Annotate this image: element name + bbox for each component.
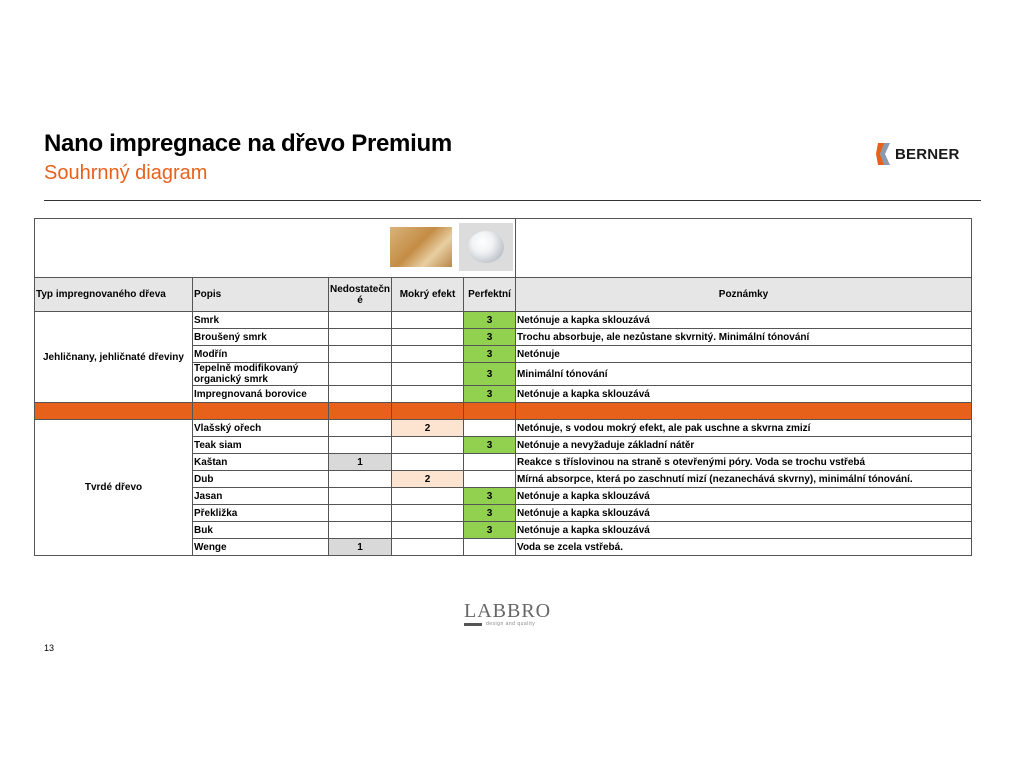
perfektni-cell <box>464 539 516 556</box>
popis-cell: Broušený smrk <box>193 329 329 346</box>
nedostatecne-cell <box>329 505 392 522</box>
separator-cell <box>464 403 516 420</box>
page-subtitle: Souhrnný diagram <box>44 162 208 184</box>
perfektni-cell: 3 <box>464 505 516 522</box>
nedostatecne-cell <box>329 471 392 488</box>
popis-cell: Vlašský ořech <box>193 420 329 437</box>
col-header-typ: Typ impregnovaného dřeva <box>35 278 193 312</box>
popis-cell: Tepelně modifikovaný organický smrk <box>193 363 329 386</box>
popis-cell: Impregnovaná borovice <box>193 386 329 403</box>
poznamky-cell: Netónuje a kapka sklouzává <box>516 312 972 329</box>
nedostatecne-cell: 1 <box>329 454 392 471</box>
poznamky-cell: Reakce s tříslovinou na straně s otevřenými póry. Voda se trochu vstřebá <box>516 454 972 471</box>
table-header <box>35 278 972 312</box>
separator-cell <box>392 403 464 420</box>
separator-cell <box>193 403 329 420</box>
berner-logo-text: BERNER <box>895 145 960 163</box>
mokry-efekt-cell <box>392 522 464 539</box>
poznamky-cell: Trochu absorbuje, ale nezůstane skvrnitý. Minimální tónování <box>516 329 972 346</box>
category-cell: Tvrdé dřevo <box>35 420 193 556</box>
category-cell: Jehličnany, jehličnaté dřeviny <box>35 312 193 403</box>
header-divider <box>44 200 981 201</box>
separator-cell <box>35 403 193 420</box>
labbro-logo-bar <box>464 623 482 626</box>
popis-cell: Smrk <box>193 312 329 329</box>
image-cell <box>35 219 516 278</box>
image-row-empty-cell <box>516 219 972 278</box>
nedostatecne-cell <box>329 346 392 363</box>
perfektni-cell <box>464 420 516 437</box>
popis-cell: Teak siam <box>193 437 329 454</box>
perfektni-cell: 3 <box>464 363 516 386</box>
nedostatecne-cell <box>329 420 392 437</box>
popis-cell: Překližka <box>193 505 329 522</box>
mokry-efekt-cell <box>392 386 464 403</box>
nedostatecne-cell <box>329 312 392 329</box>
poznamky-cell: Netónuje a kapka sklouzává <box>516 505 972 522</box>
separator-cell <box>329 403 392 420</box>
nedostatecne-cell <box>329 437 392 454</box>
mokry-efekt-cell <box>392 363 464 386</box>
nedostatecne-cell <box>329 329 392 346</box>
page-title: Nano impregnace na dřevo Premium <box>44 130 452 157</box>
col-header-nedostatecne: Nedostatečn é <box>329 278 392 312</box>
poznamky-cell: Voda se zcela vstřebá. <box>516 539 972 556</box>
mokry-efekt-cell: 2 <box>392 471 464 488</box>
labbro-logo-subtitle: design and quality <box>486 621 536 627</box>
perfektni-cell: 3 <box>464 386 516 403</box>
perfektni-cell: 3 <box>464 488 516 505</box>
mokry-efekt-cell <box>392 488 464 505</box>
popis-cell: Kaštan <box>193 454 329 471</box>
popis-cell: Modřín <box>193 346 329 363</box>
perfektni-cell <box>464 471 516 488</box>
summary-table <box>34 218 972 556</box>
nedostatecne-cell <box>329 363 392 386</box>
mokry-efekt-cell <box>392 539 464 556</box>
popis-cell: Buk <box>193 522 329 539</box>
col-header-popis: Popis <box>193 278 329 312</box>
col-header-mokry-efekt: Mokrý efekt <box>392 278 464 312</box>
popis-cell: Jasan <box>193 488 329 505</box>
poznamky-cell: Netónuje, s vodou mokrý efekt, ale pak uschne a skvrna zmizí <box>516 420 972 437</box>
perfektni-cell: 3 <box>464 522 516 539</box>
poznamky-cell: Netónuje a kapka sklouzává <box>516 386 972 403</box>
nedostatecne-cell <box>329 488 392 505</box>
poznamky-cell: Netónuje a kapka sklouzává <box>516 488 972 505</box>
separator-cell <box>516 403 972 420</box>
wood-absorption-photo <box>390 227 452 267</box>
popis-cell: Dub <box>193 471 329 488</box>
col-header-poznamky: Poznámky <box>516 278 972 312</box>
labbro-logo: LABBRO <box>464 600 552 622</box>
perfektni-cell <box>464 454 516 471</box>
berner-logo-icon <box>876 142 892 166</box>
berner-logo <box>876 142 960 166</box>
popis-cell: Wenge <box>193 539 329 556</box>
poznamky-cell: Netónuje a nevyžaduje základní nátěr <box>516 437 972 454</box>
col-header-perfektni: Perfektní <box>464 278 516 312</box>
nedostatecne-cell <box>329 386 392 403</box>
perfektni-cell: 3 <box>464 346 516 363</box>
mokry-efekt-cell <box>392 505 464 522</box>
nedostatecne-cell: 1 <box>329 539 392 556</box>
poznamky-cell: Minimální tónování <box>516 363 972 386</box>
mokry-efekt-cell <box>392 312 464 329</box>
group-separator <box>35 403 972 420</box>
mokry-efekt-cell <box>392 346 464 363</box>
mokry-efekt-cell <box>392 329 464 346</box>
water-drop-photo <box>459 223 513 271</box>
poznamky-cell: Netónuje a kapka sklouzává <box>516 522 972 539</box>
perfektni-cell: 3 <box>464 329 516 346</box>
poznamky-cell: Mírná absorpce, která po zaschnutí mizí (nezanechává skvrny), minimální tónování. <box>516 471 972 488</box>
table-row <box>35 420 972 437</box>
mokry-efekt-cell <box>392 437 464 454</box>
table-row <box>35 312 972 329</box>
nedostatecne-cell <box>329 522 392 539</box>
perfektni-cell: 3 <box>464 312 516 329</box>
perfektni-cell: 3 <box>464 437 516 454</box>
page-number: 13 <box>44 643 55 653</box>
poznamky-cell: Netónuje <box>516 346 972 363</box>
mokry-efekt-cell <box>392 454 464 471</box>
water-drop-icon <box>468 231 504 263</box>
mokry-efekt-cell: 2 <box>392 420 464 437</box>
image-row <box>35 219 972 278</box>
